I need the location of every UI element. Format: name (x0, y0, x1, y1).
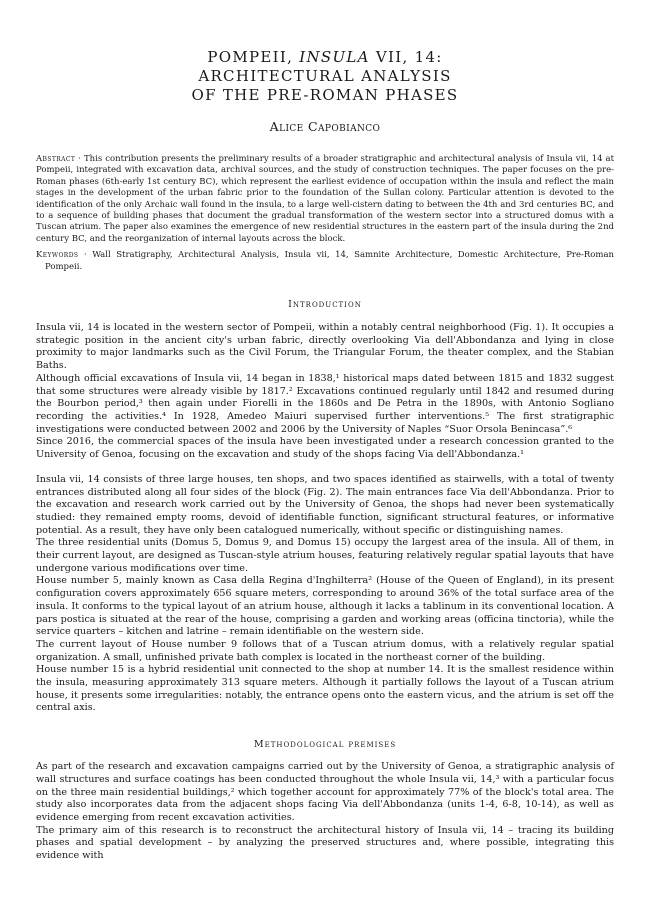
abstract-label: Abstract (36, 154, 76, 164)
paragraph: House number 15 is a hybrid residential unit connected to the shop at number 14. It is the smallest residence within the insula, measuring approximately 313 square meters. Although it partially follows the layout of a Tuscan atrium house, it presents some irregularities: notably, the entrance opens onto the eastern vicus, and the atrium is set off the central axis. (36, 664, 614, 714)
paragraph: The primary aim of this research is to reconstruct the architectural history of Insula vii, 14 – tracing its building phases and spatial development – by analyzing the preserved structures and, where possible, integrating this evidence with (36, 824, 614, 862)
title-line-1: POMPEII, INSULA VII, 14: (207, 48, 443, 66)
paper-title (36, 48, 614, 105)
paragraph: House number 5, mainly known as Casa della Regina d'Inghilterra² (House of the Queen of England), in its present configuration covers approximately 656 square meters, corresponding to around 36% of the total surface area of the insula. It conforms to the typical layout of an atrium house, although it lacks a tablinum in its conventional location. A pars postica is situated at the rear of the house, comprising a garden and working areas (officina tinctoria), while the service quarters – kitchen and latrine – remain identifiable on the western side. (36, 575, 614, 638)
paragraph-gap (36, 462, 614, 474)
keywords-label: Keywords (36, 250, 79, 261)
author-name: Alice Capobianco (269, 119, 381, 134)
abstract-text: This contribution presents the preliminary results of a broader stratigraphic and architectural analysis of Insula vii, 14 at Pompeii, integrated with excavation data, archival sources, and the study of construction techniques. The paper focuses on the pre-Roman phases (6th-early 1st century BC), which represent the earliest evidence of occupation within the insula and reflect the main stages in the development of the urban fabric prior to the foundation of the Sullan colony. Particular attention is devoted to the identification of the only Archaic wall found in the insula, to a large well-cistern dating to between the 4th and 3rd centuries BC, and to a sequence of building phases that document the gradual transformation of the western sector into a structured domus with a Tuscan atrium. The paper also examines the emergence of new residential structures in the eastern part of the insula during the 2nd century BC, and the reorganization of internal layouts across the block. (36, 154, 615, 244)
keywords-text: Wall Stratigraphy, Architectural Analysis, Insula vii, 14, Samnite Architecture, Domestic Architecture, Pre-Roman Pompeii. (45, 250, 615, 272)
paper-page (36, 48, 614, 863)
title-insula: INSULA (299, 48, 370, 66)
paragraph: As part of the research and excavation campaigns carried out by the University of Genoa, a stratigraphic analysis of wall structures and surface coatings has been conducted throughout the whole Insula vii, 14,³ with a particular focus on the three main residential buildings,² which together account for approximately 77% of the block's total area. The study also incorporates data from the adjacent shops facing Via dell'Abbondanza (units 1-4, 6-8, 10-14), as well as evidence emerging from recent excavation activities. (36, 761, 614, 823)
keywords: Keywords · Wall Stratigraphy, Architectural Analysis, Insula vii, 14, Samnite Architecture, Domestic Architecture, Pre-Roman Pompeii. (36, 250, 615, 272)
paragraph: The three residential units (Domus 5, Domus 9, and Domus 15) occupy the largest area of the insula. All of them, in their current layout, are designed as Tuscan-style atrium houses, featuring relatively regular spatial layouts that have undergone various modifications over time. (36, 537, 614, 574)
section-heading-introduction: Introduction (288, 299, 362, 311)
paragraph: The current layout of House number 9 follows that of a Tuscan atrium domus, with a relatively regular spatial organization. A small, unfinished private bath complex is located in the northeast corner of the building. (36, 638, 614, 663)
paragraph: Insula vii, 14 is located in the western sector of Pompeii, within a notably central neighborhood (Fig. 1). It occupies a strategic position in the ancient city's urban fabric, directly overlooking Via dell'Abbondanza and lying in close proximity to major landmarks such as the Civil Forum, the Triangular Forum, the theater complex, and the Stabian Baths. (36, 322, 614, 372)
title-line-2: ARCHITECTURAL ANALYSIS (198, 67, 452, 85)
title-line-3: OF THE PRE-ROMAN PHASES (191, 86, 459, 104)
paragraph: Insula vii, 14 consists of three large houses, ten shops, and two spaces identified as stairwells, with a total of twenty entrances distributed along all four sides of the block (Fig. 2). The main entrances face Via dell'Abbondanza. Prior to the excavation and research work carried out by the University of Genoa, the shops had never been systematically studied: they remained empty rooms, devoid of identifiable function, significant structural features, or informative potential. As a result, they have only been catalogued numerically, without specific or distinguishing names. (36, 473, 614, 536)
paragraph: Although official excavations of Insula vii, 14 began in 1838,¹ historical maps dated between 1815 and 1832 suggest that some structures were already visible by 1817.² Excavations continued regularly until 1842 and resumed during the Bourbon period,³ then again under Fiorelli in the 1860s and De Petra in the 1890s, with Antonio Sogliano recording the activities.⁴ In 1928, Amedeo Maiuri supervised further interventions.⁵ The first stratigraphic investigations were conducted between 2002 and 2006 by the University of Naples “Suor Orsola Benincasa”.⁶ (36, 372, 614, 435)
abstract: Abstract · This contribution presents the preliminary results of a broader stratigraphic and architectural analysis of Insula vii, 14 at Pompeii, integrated with excavation data, archival sources, and the study of construction techniques. The paper focuses on the pre-Roman phases (6th-early 1st century BC), which represent the earliest evidence of occupation within the insula and reflect the main stages in the development of the urban fabric prior to the foundation of the Sullan colony. Particular attention is devoted to the identification of the only Archaic wall found in the insula, to a large well-cistern dating to between the 4th and 3rd centuries BC, and to a sequence of building phases that document the gradual transformation of the western sector into a structured domus with a Tuscan atrium. The paper also examines the emergence of new residential structures in the eastern part of the insula during the 2nd century BC, and the reorganization of internal layouts across the block. (36, 154, 615, 244)
paragraph: Since 2016, the commercial spaces of the insula have been investigated under a research concession granted to the University of Genoa, focusing on the excavation and study of the shops facing Via dell'Abbondanza.¹ (36, 436, 614, 461)
section-heading-methodological-premises: Methodological premises (253, 739, 397, 751)
